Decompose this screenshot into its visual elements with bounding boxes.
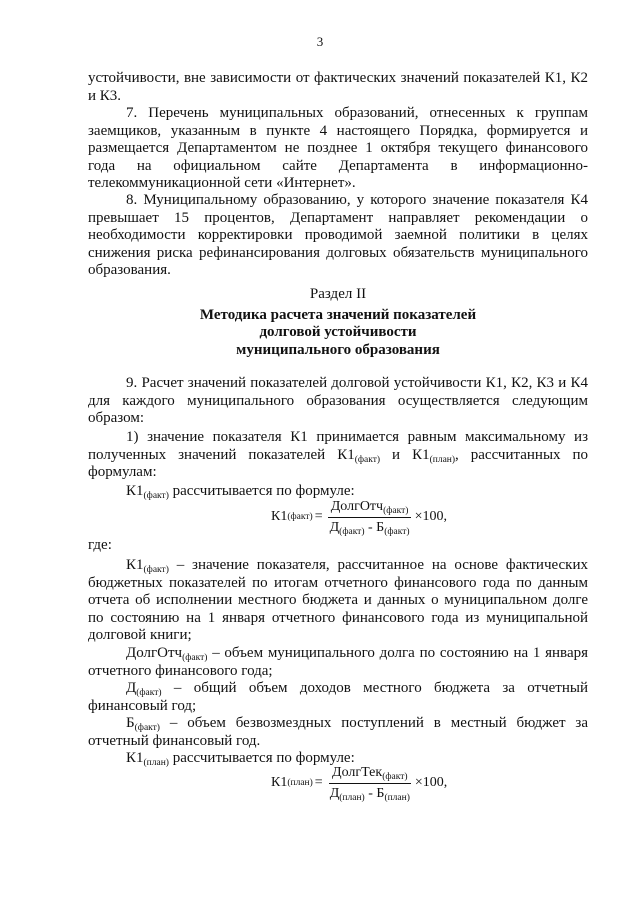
where-label: где: — [88, 537, 112, 553]
section-heading — [88, 286, 588, 359]
section-title-line-3: муниципального образования — [236, 341, 440, 358]
paragraph-9: 9. Расчет значений показателей долговой устойчивости К1, К2, К3 и К4 для каждого муниципального образования осуществляется следующим образом: — [88, 375, 588, 427]
fraction: $\frac{ДолгОтч_{(факт)}}{Д_{(факт)} - Б_{(факт)}}$ — [329, 499, 410, 537]
k1-fact-intro: $К1_{(факт)}$ рассчитывается по формуле: — [126, 483, 355, 501]
formula-k1-plan: К1 (план) = $\frac{ДолгТек_{(факт)}}{Д_{(план)} - Б_{(план)}}$ ×100, — [271, 765, 448, 803]
section-title-line-2: долговой устойчивости — [259, 324, 417, 341]
section-title-line-1: Методика расчета значений показателей — [199, 306, 477, 323]
definition-dolgotch: ДолгОтч$_{(факт)}$ – объем муниципального долга по состоянию на 1 января отчетного финансового года; — [88, 645, 588, 679]
section-label: Раздел II — [309, 286, 367, 302]
definition-d: $Д_{(факт)}$ – общий объем доходов местного бюджета за отчетный финансовый год; — [88, 680, 588, 714]
paragraph-7: 7. Перечень муниципальных образований, отнесенных к группам заемщиков, указанным в пункте 4 настоящего Порядка, формируется и размещается Департаментом не позднее 1 октября текущего финансового года на официальном сайте Департамента в информационно-телекоммуникационной сети «Интернет». — [88, 105, 588, 192]
paragraph-8: 8. Муниципальному образованию, у которого значение показателя К4 превышает 15 процентов, Департамент направляет рекомендации о необходимости корректировки проводимой заемной политики в целях снижения риска рефинансирования долговых обязательств муниципального образования. — [88, 192, 588, 279]
definition-b: $Б_{(факт)}$ – объем безвозмездных поступлений в местный бюджет за отчетный финансовый год. — [88, 715, 588, 749]
page-number: 3 — [316, 34, 324, 49]
item-1: 1) значение показателя К1 принимается равным максимальному из полученных значений показателей $К1_{(факт)}$ и $К1_{(план)}$, рассчитанных по формулам: — [88, 429, 589, 481]
definition-k1-fact: $К1_{(факт)}$ – значение показателя, рассчитанное на основе фактических бюджетных показателей по итогам отчетного финансового года по данным отчета об исполнении местного бюджета и данных о муниципальном долге по состоянию на 1 января отчетного финансового года из муниципальной долговой книги; — [88, 557, 588, 644]
paragraph-continuation: устойчивости, вне зависимости от фактических значений показателей К1, К2 и К3. — [88, 70, 588, 104]
formula-k1-fact: К1 (факт) = $\frac{ДолгОтч_{(факт)}}{Д_{(факт)} - Б_{(факт)}}$ ×100, — [271, 499, 447, 537]
k1-plan-intro: $К1_{(план)}$ рассчитывается по формуле: — [126, 750, 355, 768]
fraction: $\frac{ДолгТек_{(факт)}}{Д_{(план)} - Б_{(план)}}$ — [329, 765, 410, 803]
